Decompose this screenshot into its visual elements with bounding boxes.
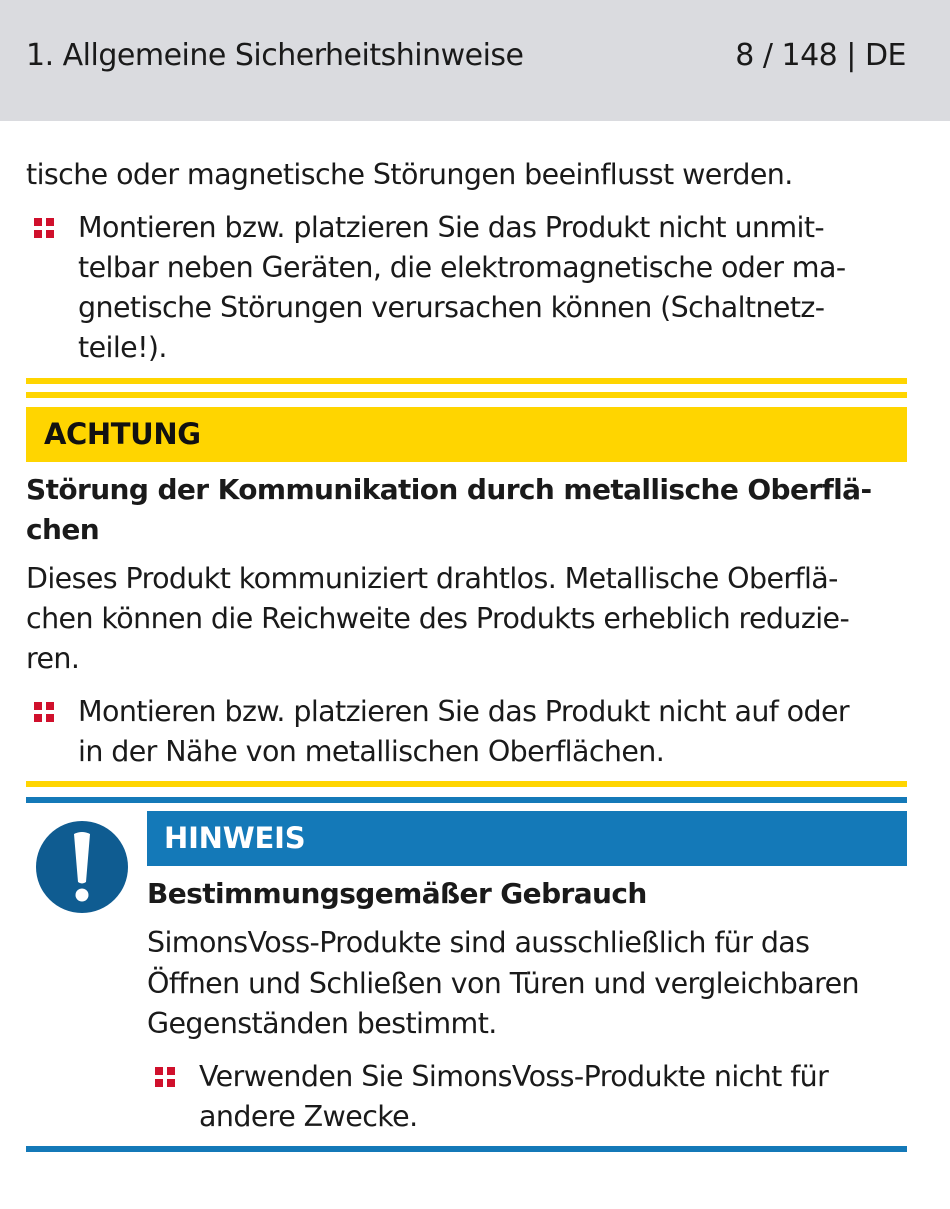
bullet-icon [155,1067,175,1087]
achtung-top-rule [26,392,907,398]
section-title: 1. Allgemeine Sicherheitshinweise [26,38,524,73]
exclamation-circle-icon [35,820,129,914]
continued-text: tische oder magnetische Störungen beeinflusst werden. [26,158,793,191]
bullet-icon [34,218,54,238]
achtung-top-rule [26,378,907,384]
bullet-line: Verwenden Sie SimonsVoss-Produkte nicht für [199,1060,829,1093]
bullet-line: Montieren bzw. platzieren Sie das Produkt nicht auf oder [78,695,850,728]
achtung-bottom-rule [26,781,907,787]
bullet-line: in der Nähe von metallischen Oberflächen. [78,735,665,768]
achtung-text-line: chen können die Reichweite des Produkts erheblich reduzie- [26,602,850,635]
bullet-line: telbar neben Geräten, die elektromagnetische oder ma- [78,251,846,284]
hinweis-text-line: Gegenständen bestimmt. [147,1007,497,1040]
page-header [0,0,950,121]
bullet-line: Montieren bzw. platzieren Sie das Produkt nicht unmit- [78,211,825,244]
hinweis-title: Bestimmungsgemäßer Gebrauch [147,877,647,910]
achtung-title-line: chen [26,513,100,546]
achtung-text-line: Dieses Produkt kommuniziert drahtlos. Metallische Oberflä- [26,562,838,595]
hinweis-top-rule [26,797,907,803]
bullet-line: gnetische Störungen verursachen können (Schaltnetz- [78,291,825,324]
hinweis-bottom-rule [26,1146,907,1152]
hinweis-text-line: SimonsVoss-Produkte sind ausschließlich für das [147,926,810,959]
achtung-title-line: Störung der Kommunikation durch metallische Oberflä- [26,473,872,506]
achtung-label: ACHTUNG [26,407,907,462]
hinweis-text-line: Öffnen und Schließen von Türen und vergleichbaren [147,967,859,1000]
bullet-line: teile!). [78,331,167,364]
page-info: 8 / 148 | DE [735,38,906,73]
bullet-line: andere Zwecke. [199,1100,418,1133]
bullet-icon [34,702,54,722]
achtung-text-line: ren. [26,642,80,675]
hinweis-label: HINWEIS [147,811,907,866]
